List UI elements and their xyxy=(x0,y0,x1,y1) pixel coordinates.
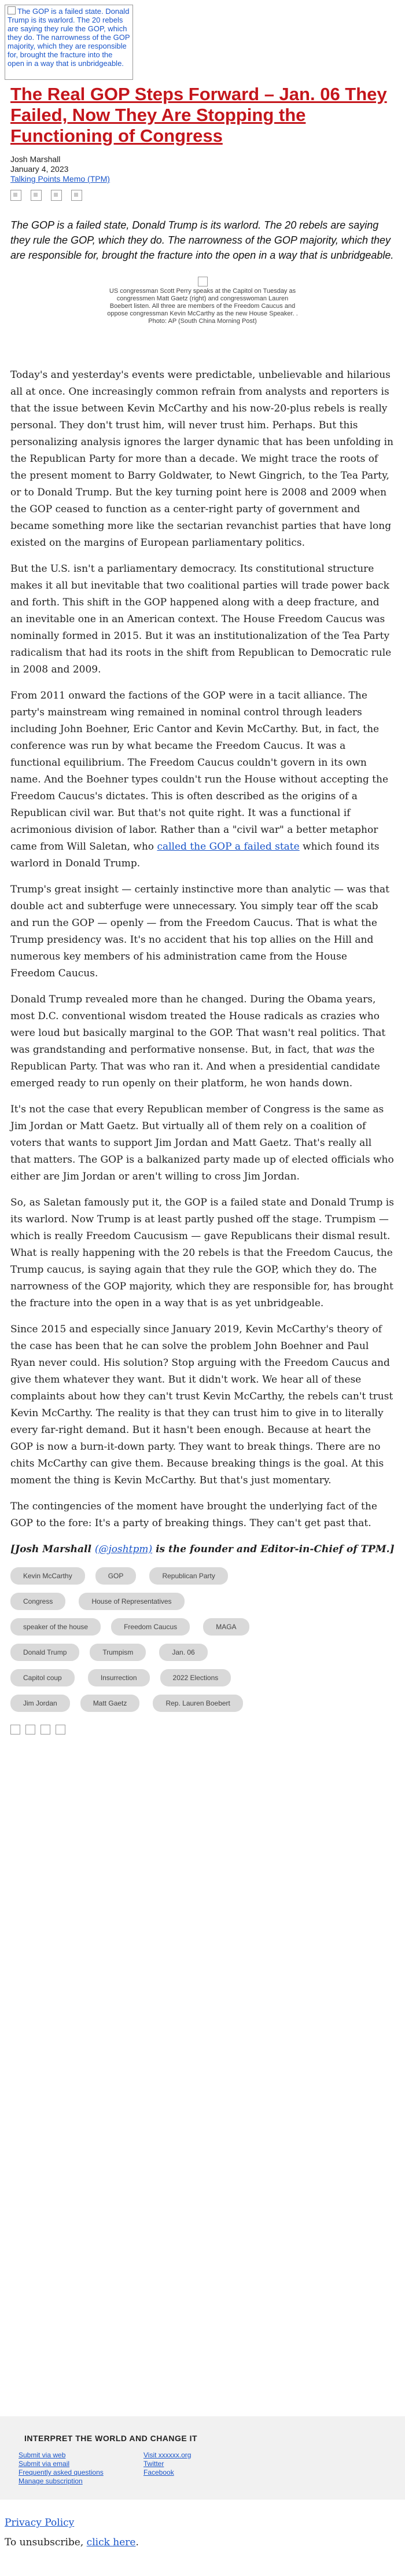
footer-link[interactable]: Facebook xyxy=(143,2468,174,2476)
share-icon[interactable] xyxy=(25,1725,35,1735)
unsubscribe-link[interactable]: click here xyxy=(86,2537,136,2548)
tag-pill[interactable]: speaker of the house xyxy=(10,1618,101,1636)
footer-links-right xyxy=(143,2451,191,2477)
tag-pill[interactable]: Jim Jordan xyxy=(10,1695,70,1712)
footer-links-left xyxy=(19,2451,104,2486)
paragraph: The contingencies of the moment have brought the underlying fact of the GOP to the fore: It's a party of breaking things. They can't get past that. xyxy=(10,1501,377,1529)
share-icon[interactable] xyxy=(31,190,42,201)
tag-pill[interactable]: Insurrection xyxy=(88,1669,150,1686)
footer-link[interactable]: Visit xxxxxx.org xyxy=(143,2451,192,2459)
footer-link[interactable]: Submit via email xyxy=(19,2460,70,2468)
broken-image-icon xyxy=(8,6,16,14)
source-link[interactable]: Talking Points Memo (TPM) xyxy=(10,174,110,183)
unsubscribe-text: To unsubscribe, xyxy=(5,2537,84,2548)
share-icon[interactable] xyxy=(10,190,21,201)
tag-list xyxy=(10,1567,288,1720)
footer-link[interactable]: Frequently asked questions xyxy=(19,2468,104,2476)
punctuation: . xyxy=(135,2537,139,2548)
tag-pill[interactable]: Donald Trump xyxy=(10,1644,79,1661)
share-icon[interactable] xyxy=(10,1725,20,1735)
emphasis: was xyxy=(336,1044,356,1056)
share-icon[interactable] xyxy=(51,190,62,201)
publish-date: January 4, 2023 xyxy=(10,164,69,174)
bio-text: is the founder and Editor-in-Chief of TPM.] xyxy=(156,1544,395,1555)
legal xyxy=(5,2516,139,2549)
header-banner-image[interactable] xyxy=(5,5,133,80)
footer xyxy=(0,2416,405,2500)
paragraph-text: From 2011 onward the factions of the GOP were in a tacit alliance. The party's mainstream wing remained in nominal control through leaders including John Boehner, Eric Cantor and Kevin McCarthy. But, in fact, the conference was run by what became the Freedom Caucus. It was a functional equilibrium. The Freedom Caucus couldn't govern in its own name. And the Boehner types couldn't run the House without accepting the Freedom Caucus's dictates. This is often described as the origins of a Republican civil war. But that's not quite right. It was a functional if acrimonious division of labor. Rather than a "civil war" a better metaphor came from Will Saletan, who xyxy=(10,690,389,852)
photo-placeholder-icon xyxy=(198,277,208,286)
lead-figure xyxy=(107,277,298,325)
bio-text: [Josh Marshall xyxy=(10,1544,91,1555)
paragraph-text: the Republican Party. That was who ran it. And when a presidential candidate emerged ready to run openly on their platform, he won hands down. xyxy=(10,1044,380,1089)
article-body xyxy=(10,367,395,1558)
paragraph-text: which found its warlord in Donald Trump. xyxy=(10,841,380,869)
share-icon[interactable] xyxy=(71,190,82,201)
tag-pill[interactable]: Congress xyxy=(10,1593,65,1610)
paragraph xyxy=(10,688,395,872)
tag-pill[interactable]: Matt Gaetz xyxy=(80,1695,140,1712)
tag-pill[interactable]: GOP xyxy=(95,1567,137,1585)
failed-state-link[interactable]: called the GOP a failed state xyxy=(157,841,300,852)
tag-pill[interactable]: 2022 Elections xyxy=(160,1669,231,1686)
footer-link[interactable]: Submit via web xyxy=(19,2451,66,2459)
share-icons xyxy=(10,190,395,203)
photo-caption: US congressman Scott Perry speaks at the Capitol on Tuesday as congressmen Matt Gaetz (right) and congresswoman Lauren Boebert listen. All three are members of the Freedom Caucus and oppose congressman Kevin McCarthy as the new House Speaker. . Photo: AP (South China Morning Post) xyxy=(107,288,298,325)
footer-link[interactable]: Twitter xyxy=(143,2460,164,2468)
tag-pill[interactable]: Republican Party xyxy=(149,1567,227,1585)
tag-pill[interactable]: House of Representatives xyxy=(79,1593,184,1610)
tag-pill[interactable]: Capitol coup xyxy=(10,1669,75,1686)
paragraph: So, as Saletan famously put it, the GOP is a failed state and Donald Trump is its warlord. Now Trump is at least partly pushed off the stage. Trumpism — which is really Freedom Caucusism — gave Republicans their dismal result. What is really happening with the 20 rebels is that the Freedom Caucus, the Trump caucus, is saying again that they rule the GOP, which they do. The narrowness of the GOP majority, which they are responsible for, has brought the fracture into the open in a way that is as yet unbridgeable. xyxy=(10,1197,394,1309)
privacy-policy-link[interactable]: Privacy Policy xyxy=(5,2517,75,2529)
tag-pill[interactable]: Kevin McCarthy xyxy=(10,1567,85,1585)
paragraph xyxy=(10,991,395,1092)
article xyxy=(10,84,395,1737)
banner-alt-text: The GOP is a failed state. Donald Trump is its warlord. The 20 rebels are saying they rule the GOP, which they do. The narrowness of the GOP majority, which they are responsible for, brought the fracture into the open in a way that is unbridgeable. xyxy=(8,7,130,68)
footer-heading: INTERPRET THE WORLD AND CHANGE IT xyxy=(24,2434,198,2443)
tag-pill[interactable]: Trumpism xyxy=(90,1644,146,1661)
article-dek: The GOP is a failed state, Donald Trump is its warlord. The 20 rebels are saying they rule the GOP, which they do. The narrowness of the GOP majority, which they are responsible for, brought the fracture into the open in a way that is unbridgeable. xyxy=(10,219,394,261)
paragraph: Trump's great insight — certainly instinctive more than analytic — was that double act and subterfuge were unnecessary. You simply tear off the scab and run the GOP — openly — from the Freedom Caucus. That is what the Trump presidency was. It's no accident that his top allies on the Hill and numerous key members of his administration came from the House Freedom Caucus. xyxy=(10,884,389,979)
paragraph: It's not the case that every Republican member of Congress is the same as Jim Jordan or Matt Gaetz. But virtually all of them rely on a coalition of voters that wants to support Jim Jordan and Matt Gaetz. That's really all that matters. The GOP is a balkanized party made up of elected officials who either are Jim Jordan or aren't willing to cross Jim Jordan. xyxy=(10,1104,394,1182)
paragraph: Today's and yesterday's events were predictable, unbelievable and hilarious all at once. One increasingly common refrain from analysts and reporters is that the issue between Kevin McCarthy and his now-20-plus rebels is really personal. They don't trust him, will never trust him. Perhaps. But this personalizing analysis ignores the larger dynamic that has been unfolding in the Republican Party for more than a decade. We might trace the roots of the present moment to Barry Goldwater, to Newt Gingrich, to the Tea Party, or to Donald Trump. But the key turning point here is 2008 and 2009 when the GOP ceased to function as a center-right party of government and became something more like the sectarian revanchist parties that have long existed on the margins of European parliamentary politics. xyxy=(10,369,393,549)
author-bio xyxy=(10,1541,395,1558)
unsubscribe-line xyxy=(5,2536,139,2549)
tag-pill[interactable]: Rep. Lauren Boebert xyxy=(153,1695,242,1712)
footer-link[interactable]: Manage subscription xyxy=(19,2477,83,2485)
paragraph: Since 2015 and especially since January 2019, Kevin McCarthy's theory of the case has been that he can solve the problem John Boehner and Paul Ryan never could. His solution? Stop arguing with the Freedom Caucus and give them whatever they want. But it didn't work. We hear all of these complaints about how they can't trust Kevin McCarthy, the rebels can't trust Kevin McCarthy. The reality is that they can trust him to give in to literally every far-right demand. But it hasn't been enough. Because at heart the GOP is now a burn-it-down party. They want to break things. There are no chits McCarthy can give them. Because breaking things is the goal. At this moment the thing is Kevin McCarthy. But that's just momentary. xyxy=(10,1324,393,1486)
share-icon[interactable] xyxy=(41,1725,50,1735)
tag-pill[interactable]: Jan. 06 xyxy=(159,1644,207,1661)
article-title[interactable]: The Real GOP Steps Forward – Jan. 06 They Failed, Now They Are Stopping the Functioning of Congress xyxy=(10,84,387,146)
author: Josh Marshall xyxy=(10,155,61,164)
tag-pill[interactable]: MAGA xyxy=(203,1618,249,1636)
byline xyxy=(10,155,395,184)
twitter-handle-link[interactable]: (@joshtpm) xyxy=(94,1544,153,1555)
footer-share-icons xyxy=(10,1725,395,1737)
paragraph-text: Donald Trump revealed more than he changed. During the Obama years, most D.C. conventional wisdom treated the House radicals as crazies who were loud but basically marginal to the GOP. That wasn't real politics. That was grandstanding and performative nonsense. But, in fact, that xyxy=(10,994,386,1056)
paragraph: But the U.S. isn't a parliamentary democracy. Its constitutional structure makes it all but inevitable that two coalitional parties will trade power back and forth. This shift in the GOP happened along with a deep fracture, and an inevitable one in an American context. The House Freedom Caucus was nominally formed in 2015. But it was an institutionalization of the Tea Party radicalism that had its roots in the shift from Republican to Democratic rule in 2008 and 2009. xyxy=(10,563,392,675)
share-icon[interactable] xyxy=(56,1725,65,1735)
tag-pill[interactable]: Freedom Caucus xyxy=(111,1618,190,1636)
